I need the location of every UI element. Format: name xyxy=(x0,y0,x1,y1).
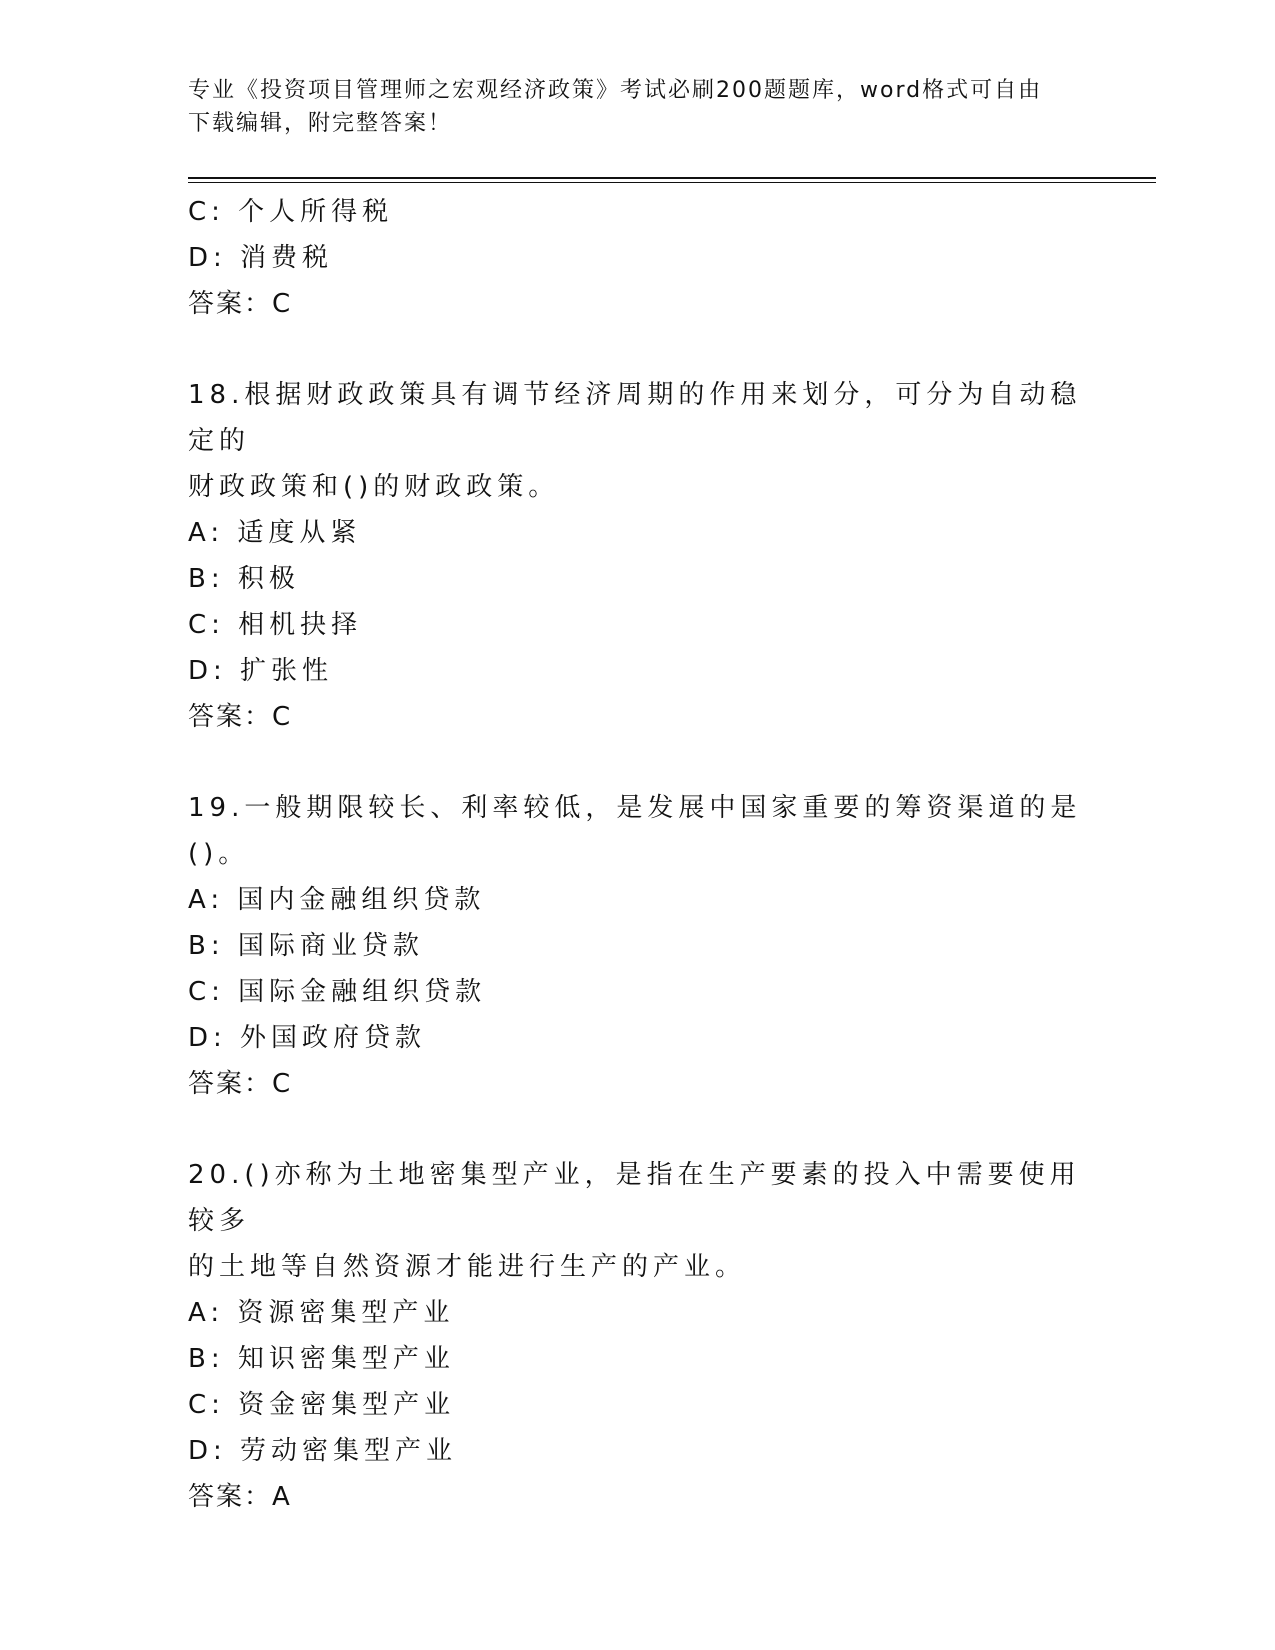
q20-option-d: D: 劳动密集型产业 xyxy=(188,1436,458,1466)
question-20 xyxy=(188,1152,1088,1520)
q18-stem-line-2: 财政政策和()的财政政策。 xyxy=(188,472,560,502)
question-17-tail xyxy=(188,189,1088,327)
q20-option-c: C: 资金密集型产业 xyxy=(188,1390,456,1420)
header-divider-thick xyxy=(188,177,1156,179)
question-spacer xyxy=(188,740,1088,785)
question-list xyxy=(188,189,1088,1520)
q20-answer: 答案：A xyxy=(188,1482,292,1512)
question-19 xyxy=(188,785,1088,1107)
q19-option-b: B: 国际商业贷款 xyxy=(188,931,424,961)
q18-option-a: A: 适度从紧 xyxy=(188,518,362,548)
header-line-1: 专业《投资项目管理师之宏观经济政策》考试必刷200题题库，word格式可自由 xyxy=(188,78,1043,103)
q20-stem-line-1: 20.()亦称为土地密集型产业，是指在生产要素的投入中需要使用较多 xyxy=(188,1160,1081,1236)
q18-option-b: B: 积极 xyxy=(188,564,300,594)
q19-option-a: A: 国内金融组织贷款 xyxy=(188,885,486,915)
q20-option-b: B: 知识密集型产业 xyxy=(188,1344,455,1374)
q19-answer: 答案：C xyxy=(188,1069,293,1099)
q18-option-c: C: 相机抉择 xyxy=(188,610,363,640)
question-spacer xyxy=(188,1107,1088,1152)
question-spacer xyxy=(188,327,1088,372)
question-18 xyxy=(188,372,1088,740)
q18-option-d: D: 扩张性 xyxy=(188,656,334,686)
q17-option-d: D: 消费税 xyxy=(188,243,334,273)
q19-option-d: D: 外国政府贷款 xyxy=(188,1023,427,1053)
q20-stem-line-2: 的土地等自然资源才能进行生产的产业。 xyxy=(188,1252,747,1282)
q18-stem-line-1: 18.根据财政政策具有调节经济周期的作用来划分，可分为自动稳定的 xyxy=(188,380,1082,456)
header-divider-thin xyxy=(188,182,1156,183)
q18-answer: 答案：C xyxy=(188,702,293,732)
q17-answer: 答案：C xyxy=(188,289,293,319)
q17-option-c: C: 个人所得税 xyxy=(188,197,394,227)
document-header xyxy=(188,74,1088,140)
q19-stem-line-1: 19.一般期限较长、利率较低，是发展中国家重要的筹资渠道的是()。 xyxy=(188,793,1082,869)
header-line-2: 下载编辑，附完整答案！ xyxy=(188,111,453,136)
q19-option-c: C: 国际金融组织贷款 xyxy=(188,977,487,1007)
q20-option-a: A: 资源密集型产业 xyxy=(188,1298,455,1328)
